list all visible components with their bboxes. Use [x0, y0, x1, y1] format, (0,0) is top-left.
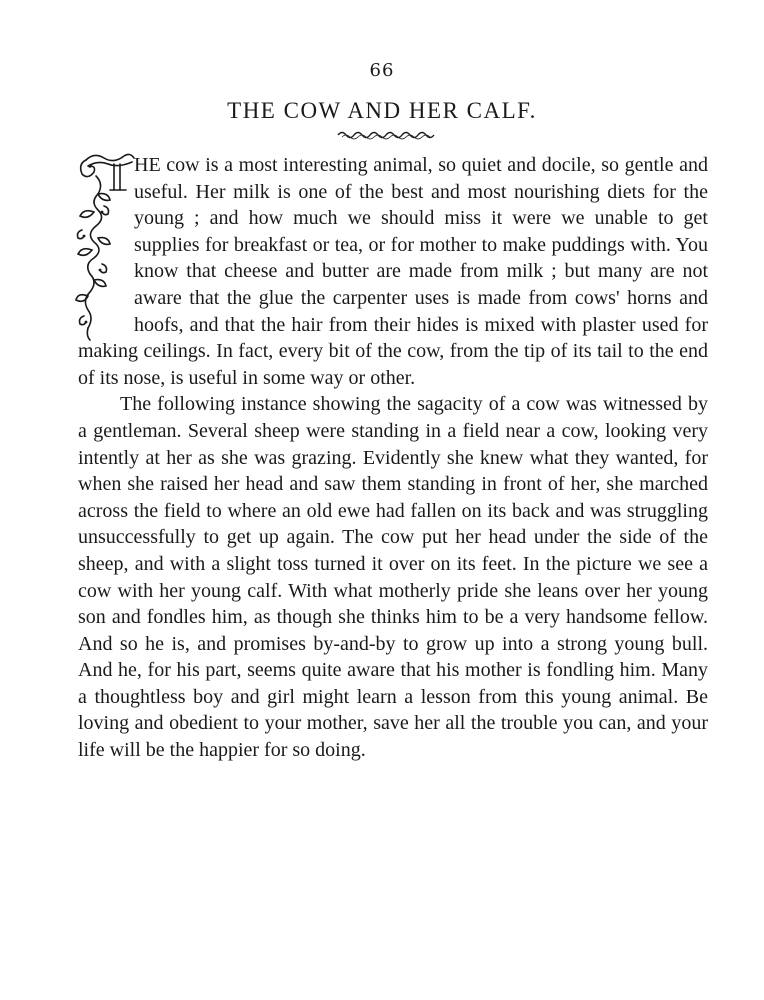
page-title: THE COW AND HER CALF. — [227, 98, 537, 123]
article-body — [78, 152, 708, 764]
page-number: 66 — [369, 60, 395, 81]
wavy-ornament-icon — [336, 128, 436, 142]
paragraph-1: HE cow is a most interesting animal, so quiet and docile, so gentle and useful. Her milk is one of the best and most nourishing diets for the young ; and how much we should miss it were we unable to get supplies for breakfast or tea, or for mother to make puddings with. You know that cheese and butter are made from milk ; but many are not aware that the glue the carpenter uses is made from cows' horns and hoofs, and that the hair from their hides is mixed with plaster used for making ceilings. In fact, every bit of the cow, from the tip of its tail to the end of its nose, is useful in some way or other. — [78, 154, 708, 389]
paragraph-2: The following instance showing the sagacity of a cow was witnessed by a gentleman. Several sheep were standing in a field near a cow, looking very intently at her as she was grazing. Evidently she knew what they wanted, for when she raised her head and saw them standing in front of her, she marched across the field to where an old ewe had fallen on its back and was struggling unsuccessfully to get up again. The cow put her head under the side of the sheep, and with a slight toss turned it over on its feet. In the picture we see a cow with her young calf. With what motherly pride she leans over her young son and fondles him, as though she thinks him to be a very handsome fellow. And so he is, and promises by-and-by to grow up into a strong young bull. And he, for his part, seems quite aware that his mother is fondling him. Many a thoughtless boy and girl might learn a lesson from this young animal. Be loving and obedient to your mother, save her all the trouble you can, and your life will be the happier for so doing. — [78, 393, 708, 762]
ornate-dropcap — [78, 152, 130, 338]
